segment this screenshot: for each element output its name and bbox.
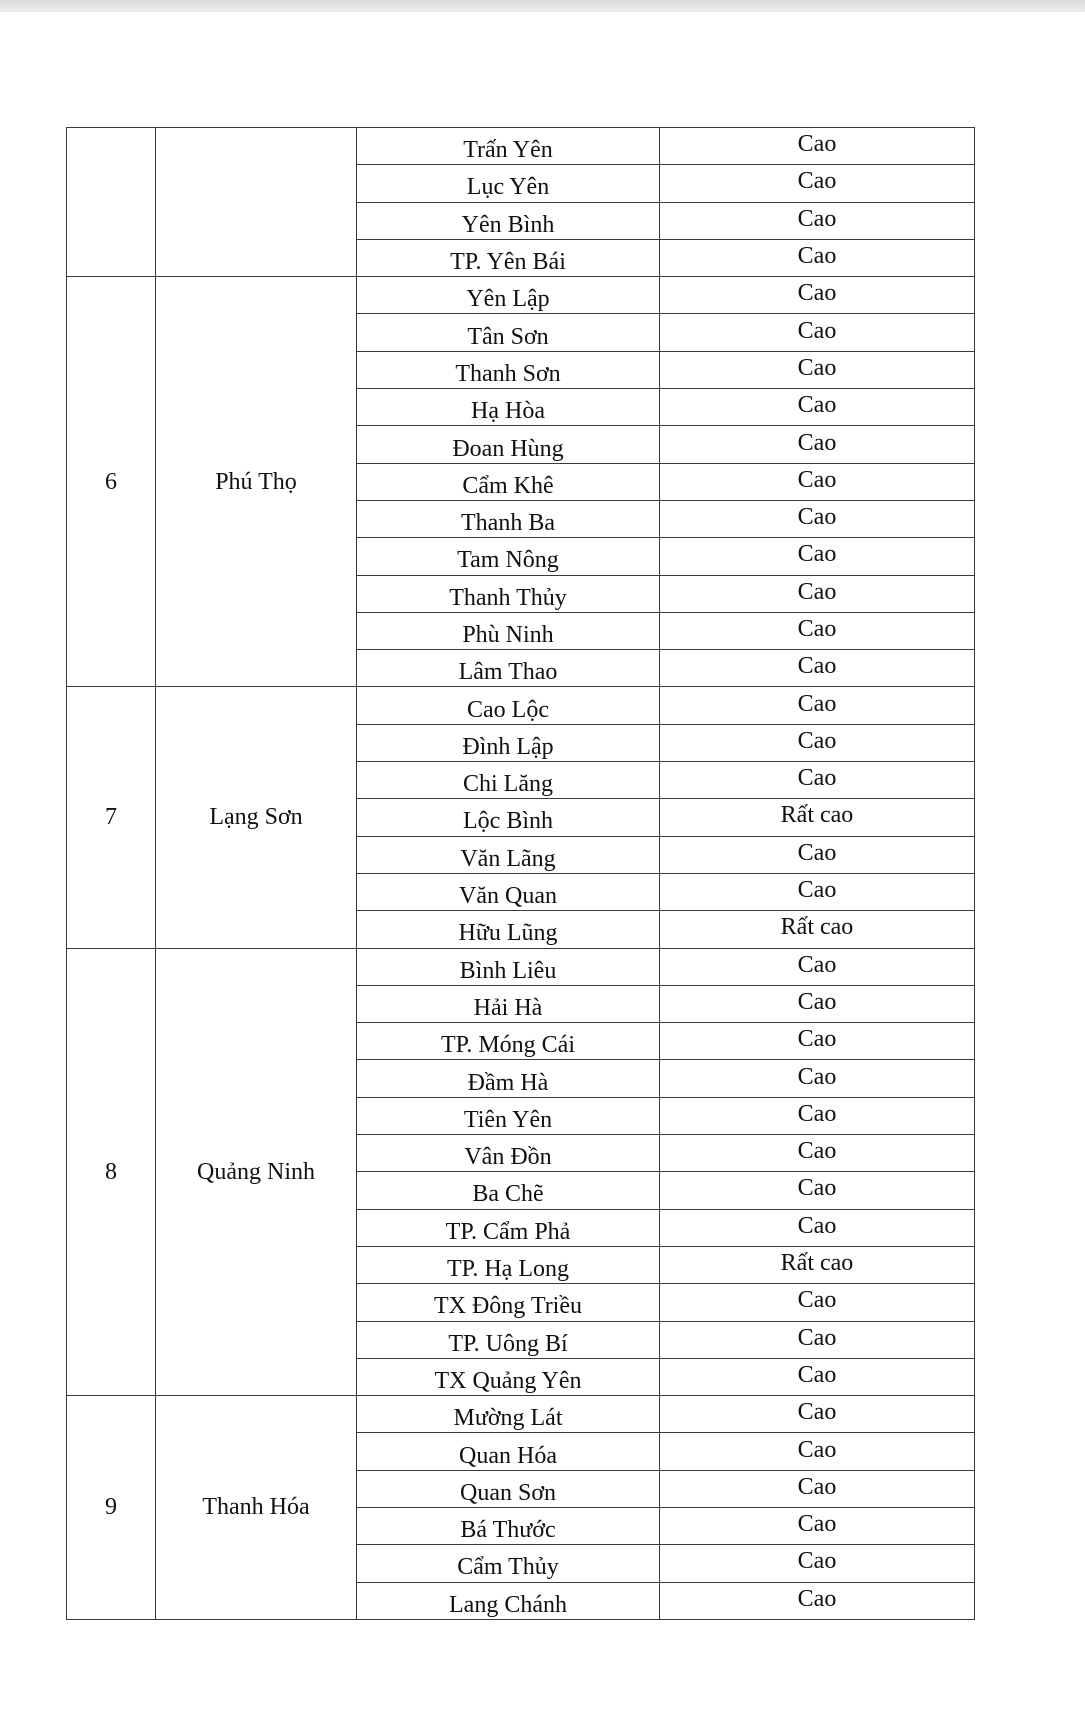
district-cell	[357, 1433, 660, 1470]
district-name: Tân Sơn	[467, 323, 549, 350]
district-cell	[357, 612, 660, 649]
risk-level: Cao	[797, 1399, 837, 1426]
risk-level: Rất cao	[780, 914, 854, 941]
district-name: Cẩm Khê	[462, 472, 554, 499]
district-cell	[357, 351, 660, 388]
table-row	[67, 687, 975, 724]
district-name: Yên Lập	[466, 286, 550, 313]
risk-level: Cao	[797, 988, 837, 1015]
district-name: Đoan Hùng	[452, 435, 564, 462]
district-name: TX Quảng Yên	[434, 1367, 582, 1394]
district-cell	[357, 799, 660, 836]
risk-level: Cao	[797, 466, 837, 493]
table-row	[67, 1396, 975, 1433]
table-row	[67, 277, 975, 314]
district-name: Thanh Ba	[461, 510, 555, 537]
district-cell	[357, 1582, 660, 1619]
district-cell	[357, 575, 660, 612]
district-name: TP. Uông Bí	[448, 1330, 568, 1357]
risk-level-cell	[660, 1209, 975, 1246]
risk-level-cell	[660, 1172, 975, 1209]
risk-level-cell	[660, 836, 975, 873]
district-name: Lang Chánh	[449, 1591, 567, 1618]
district-cell	[357, 650, 660, 687]
risk-level: Cao	[797, 392, 837, 419]
risk-level: Cao	[797, 1473, 837, 1500]
group-number-cell: 9	[67, 1396, 156, 1620]
district-cell	[357, 1358, 660, 1395]
district-name: Đầm Hà	[467, 1069, 549, 1096]
district-name: Hữu Lũng	[458, 920, 558, 947]
district-name: TP. Yên Bái	[450, 249, 566, 276]
risk-level: Cao	[797, 839, 837, 866]
risk-level: Cao	[797, 1212, 837, 1239]
table-body	[67, 128, 975, 1620]
district-name: Mường Lát	[453, 1405, 563, 1432]
district-cell	[357, 836, 660, 873]
risk-level-cell	[660, 1097, 975, 1134]
group-number-cell: 6	[67, 277, 156, 687]
district-cell	[357, 1284, 660, 1321]
risk-level-cell	[660, 911, 975, 948]
district-cell	[357, 202, 660, 239]
province-name-cell: Quảng Ninh	[156, 948, 357, 1396]
risk-level: Cao	[797, 1324, 837, 1351]
risk-level-cell	[660, 948, 975, 985]
district-cell	[357, 463, 660, 500]
risk-level-cell	[660, 1023, 975, 1060]
risk-level-cell	[660, 1135, 975, 1172]
risk-level-cell	[660, 277, 975, 314]
district-cell	[357, 389, 660, 426]
risk-level-cell	[660, 351, 975, 388]
district-cell	[357, 1396, 660, 1433]
district-name: Vân Đồn	[464, 1144, 552, 1171]
district-cell	[357, 1470, 660, 1507]
province-name-cell: Thanh Hóa	[156, 1396, 357, 1620]
district-name: Tiên Yên	[463, 1106, 553, 1133]
risk-level-cell	[660, 1060, 975, 1097]
district-cell	[357, 314, 660, 351]
risk-level: Cao	[797, 1361, 837, 1388]
risk-level-cell	[660, 314, 975, 351]
risk-level: Rất cao	[780, 1250, 854, 1277]
table-row	[67, 128, 975, 165]
risk-level-cell	[660, 239, 975, 276]
risk-level-cell	[660, 762, 975, 799]
risk-level: Cao	[797, 765, 837, 792]
group-number-cell: 7	[67, 687, 156, 948]
risk-level: Cao	[797, 504, 837, 531]
district-name: Bá Thước	[460, 1517, 556, 1544]
risk-level-cell	[660, 724, 975, 761]
district-cell	[357, 1060, 660, 1097]
district-name: Lộc Bình	[463, 808, 553, 835]
district-cell	[357, 277, 660, 314]
district-cell	[357, 724, 660, 761]
district-name: TP. Cẩm Phả	[445, 1218, 571, 1245]
district-name: Yên Bình	[461, 211, 555, 238]
province-name-cell: Lạng Sơn	[156, 687, 357, 948]
risk-level: Cao	[797, 317, 837, 344]
district-name: Ba Chẽ	[472, 1181, 544, 1208]
district-risk-table	[66, 127, 975, 1620]
district-cell	[357, 1321, 660, 1358]
risk-level-cell	[660, 463, 975, 500]
district-name: Hải Hà	[473, 994, 543, 1021]
district-cell	[357, 1209, 660, 1246]
risk-level: Cao	[797, 541, 837, 568]
risk-level-cell	[660, 202, 975, 239]
risk-level: Cao	[797, 1511, 837, 1538]
risk-level-cell	[660, 426, 975, 463]
district-name: Văn Quan	[459, 883, 557, 910]
risk-level-cell	[660, 1284, 975, 1321]
risk-level: Cao	[797, 727, 837, 754]
district-name: Hạ Hòa	[471, 398, 545, 425]
district-cell	[357, 1135, 660, 1172]
district-cell	[357, 911, 660, 948]
risk-level: Cao	[797, 243, 837, 270]
district-cell	[357, 1097, 660, 1134]
risk-level-cell	[660, 1470, 975, 1507]
district-name: Cẩm Thủy	[457, 1554, 559, 1581]
risk-level-cell	[660, 799, 975, 836]
province-name-cell: Phú Thọ	[156, 277, 357, 687]
risk-level: Cao	[797, 1548, 837, 1575]
risk-level-cell	[660, 128, 975, 165]
risk-level: Cao	[797, 280, 837, 307]
district-cell	[357, 1246, 660, 1283]
district-name: Lâm Thao	[458, 659, 558, 686]
district-name: Lục Yên	[466, 174, 550, 201]
risk-level: Cao	[797, 1175, 837, 1202]
risk-level: Cao	[797, 1287, 837, 1314]
risk-level-cell	[660, 389, 975, 426]
group-number-cell	[67, 128, 156, 277]
district-cell	[357, 1172, 660, 1209]
risk-level: Cao	[797, 429, 837, 456]
risk-level: Cao	[797, 653, 837, 680]
district-name: Cao Lộc	[467, 696, 549, 723]
risk-level-cell	[660, 687, 975, 724]
district-cell	[357, 165, 660, 202]
district-name: Quan Sơn	[459, 1479, 557, 1506]
district-cell	[357, 762, 660, 799]
risk-level: Cao	[797, 951, 837, 978]
risk-level-cell	[660, 985, 975, 1022]
risk-level-cell	[660, 1507, 975, 1544]
risk-level-cell	[660, 538, 975, 575]
risk-level-cell	[660, 1396, 975, 1433]
risk-level: Cao	[797, 690, 837, 717]
district-cell	[357, 1507, 660, 1544]
risk-level: Cao	[797, 1063, 837, 1090]
risk-level: Cao	[797, 578, 837, 605]
district-cell	[357, 948, 660, 985]
risk-level: Cao	[797, 1138, 837, 1165]
district-cell	[357, 426, 660, 463]
table-row	[67, 948, 975, 985]
risk-level: Cao	[797, 1585, 837, 1612]
district-name: Trấn Yên	[463, 137, 553, 164]
risk-level-cell	[660, 575, 975, 612]
risk-level: Cao	[797, 877, 837, 904]
district-name: TX Đông Triều	[433, 1293, 583, 1320]
risk-level-cell	[660, 1321, 975, 1358]
risk-level: Cao	[797, 131, 837, 158]
district-name: Thanh Thủy	[449, 584, 567, 611]
risk-level: Rất cao	[780, 802, 854, 829]
district-name: Đình Lập	[462, 733, 554, 760]
district-cell	[357, 128, 660, 165]
risk-level: Cao	[797, 205, 837, 232]
district-name: Quan Hóa	[459, 1442, 557, 1469]
district-name: Phù Ninh	[462, 622, 554, 648]
risk-level-cell	[660, 1433, 975, 1470]
district-name: TP. Hạ Long	[447, 1256, 569, 1283]
risk-level-cell	[660, 1582, 975, 1619]
district-name: Tam Nông	[457, 547, 559, 574]
province-name-cell	[156, 128, 357, 277]
district-name: Thanh Sơn	[455, 360, 561, 387]
risk-level-cell	[660, 1246, 975, 1283]
risk-level: Cao	[797, 1100, 837, 1127]
risk-level-cell	[660, 1545, 975, 1582]
district-cell	[357, 687, 660, 724]
district-cell	[357, 500, 660, 537]
risk-level-cell	[660, 650, 975, 687]
viewer-top-bar	[0, 0, 1085, 12]
district-name: Văn Lãng	[460, 845, 556, 872]
district-cell	[357, 1023, 660, 1060]
risk-level-cell	[660, 1358, 975, 1395]
district-cell	[357, 873, 660, 910]
risk-level-cell	[660, 165, 975, 202]
risk-level-cell	[660, 873, 975, 910]
risk-level: Cao	[797, 168, 837, 195]
district-name: Bình Liêu	[459, 957, 557, 984]
risk-level: Cao	[797, 1436, 837, 1463]
risk-level-cell	[660, 500, 975, 537]
district-name: Chi Lăng	[463, 771, 553, 798]
district-cell	[357, 1545, 660, 1582]
group-number-cell: 8	[67, 948, 156, 1396]
district-cell	[357, 239, 660, 276]
risk-level-cell	[660, 612, 975, 649]
risk-level: Cao	[797, 1026, 837, 1053]
risk-level: Cao	[797, 616, 837, 642]
district-name: TP. Móng Cái	[440, 1032, 575, 1059]
district-cell	[357, 538, 660, 575]
risk-level: Cao	[797, 354, 837, 381]
district-cell	[357, 985, 660, 1022]
